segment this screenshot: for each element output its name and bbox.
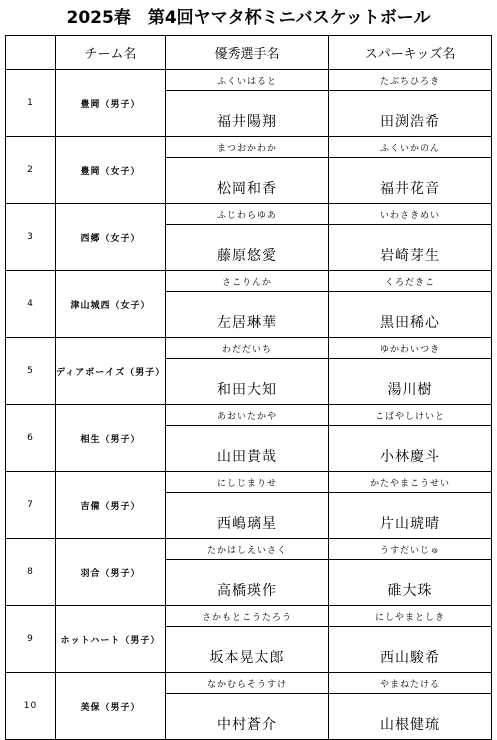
row-number: 1 — [6, 70, 56, 137]
mvp-name: 中村蒼介 — [166, 694, 329, 740]
header-row — [6, 36, 492, 70]
mvp-kana: ふくいはると — [166, 70, 329, 91]
header-team: チーム名 — [56, 36, 166, 70]
row-number: 3 — [6, 204, 56, 271]
header-mvp: 優秀選手名 — [166, 36, 329, 70]
team-name: 羽合（男子） — [56, 539, 166, 606]
row-number: 5 — [6, 338, 56, 405]
sparkids-name: 岩崎芽生 — [329, 225, 492, 271]
mvp-name: 山田貴哉 — [166, 426, 329, 472]
sparkids-name: 黒田稀心 — [329, 292, 492, 338]
team-name: 豊岡（女子） — [56, 137, 166, 204]
mvp-kana: なかむらそうすけ — [166, 673, 329, 694]
mvp-kana: ふじわらゆあ — [166, 204, 329, 225]
row-number: 10 — [6, 673, 56, 740]
table-row — [6, 673, 492, 694]
sparkids-name: 湯川樹 — [329, 359, 492, 405]
row-number: 6 — [6, 405, 56, 472]
mvp-name: 高橋瑛作 — [166, 560, 329, 606]
table-row — [6, 70, 492, 91]
team-name: 豊岡（男子） — [56, 70, 166, 137]
sparkids-name: 田渕浩希 — [329, 91, 492, 137]
sparkids-name: 碓大珠 — [329, 560, 492, 606]
table-row — [6, 606, 492, 627]
sparkids-name: 山根健琉 — [329, 694, 492, 740]
mvp-name: 坂本晃太郎 — [166, 627, 329, 673]
sparkids-kana: いわさきめい — [329, 204, 492, 225]
table-row — [6, 472, 492, 493]
sparkids-kana: こばやしけいと — [329, 405, 492, 426]
sparkids-name: 西山駿希 — [329, 627, 492, 673]
sparkids-name: 小林慶斗 — [329, 426, 492, 472]
table-row — [6, 338, 492, 359]
table-body — [6, 70, 492, 740]
mvp-name: 和田大知 — [166, 359, 329, 405]
mvp-kana: まつおかわか — [166, 137, 329, 158]
table-row — [6, 539, 492, 560]
mvp-kana: さかもとこうたろう — [166, 606, 329, 627]
sparkids-kana: ふくいかのん — [329, 137, 492, 158]
header-sparkids: スパーキッズ名 — [329, 36, 492, 70]
sparkids-kana: やまねたける — [329, 673, 492, 694]
row-number: 2 — [6, 137, 56, 204]
sparkids-kana: にしやまとしき — [329, 606, 492, 627]
mvp-name: 西嶋璃星 — [166, 493, 329, 539]
sparkids-kana: くろだきこ — [329, 271, 492, 292]
team-name: 吉備（男子） — [56, 472, 166, 539]
mvp-kana: あおいたかや — [166, 405, 329, 426]
team-name: 相生（男子） — [56, 405, 166, 472]
sparkids-kana: ゆかわいつき — [329, 338, 492, 359]
sparkids-name: 福井花音 — [329, 158, 492, 204]
team-name: ディアボーイズ（男子） — [56, 338, 166, 405]
table-row — [6, 204, 492, 225]
mvp-kana: たかはしえいさく — [166, 539, 329, 560]
table-row — [6, 137, 492, 158]
sparkids-kana: かたやまこうせい — [329, 472, 492, 493]
row-number: 9 — [6, 606, 56, 673]
page-title: 2025春 第4回ヤマタ杯ミニバスケットボール — [66, 8, 431, 28]
team-name: 美保（男子） — [56, 673, 166, 740]
mvp-name: 福井陽翔 — [166, 91, 329, 137]
mvp-name: 松岡和香 — [166, 158, 329, 204]
sparkids-kana: うすだいじゅ — [329, 539, 492, 560]
team-name: 津山城西（女子） — [56, 271, 166, 338]
table-row — [6, 405, 492, 426]
mvp-name: 左居琳華 — [166, 292, 329, 338]
mvp-name: 藤原悠愛 — [166, 225, 329, 271]
mvp-kana: さこりんか — [166, 271, 329, 292]
award-table — [5, 35, 492, 740]
mvp-kana: わだだいち — [166, 338, 329, 359]
header-number — [6, 36, 56, 70]
sparkids-name: 片山琥晴 — [329, 493, 492, 539]
table-row — [6, 271, 492, 292]
row-number: 4 — [6, 271, 56, 338]
team-name: ホットハート（男子） — [56, 606, 166, 673]
row-number: 7 — [6, 472, 56, 539]
team-name: 西郷（女子） — [56, 204, 166, 271]
mvp-kana: にしじまりせ — [166, 472, 329, 493]
sparkids-kana: たぶちひろき — [329, 70, 492, 91]
row-number: 8 — [6, 539, 56, 606]
